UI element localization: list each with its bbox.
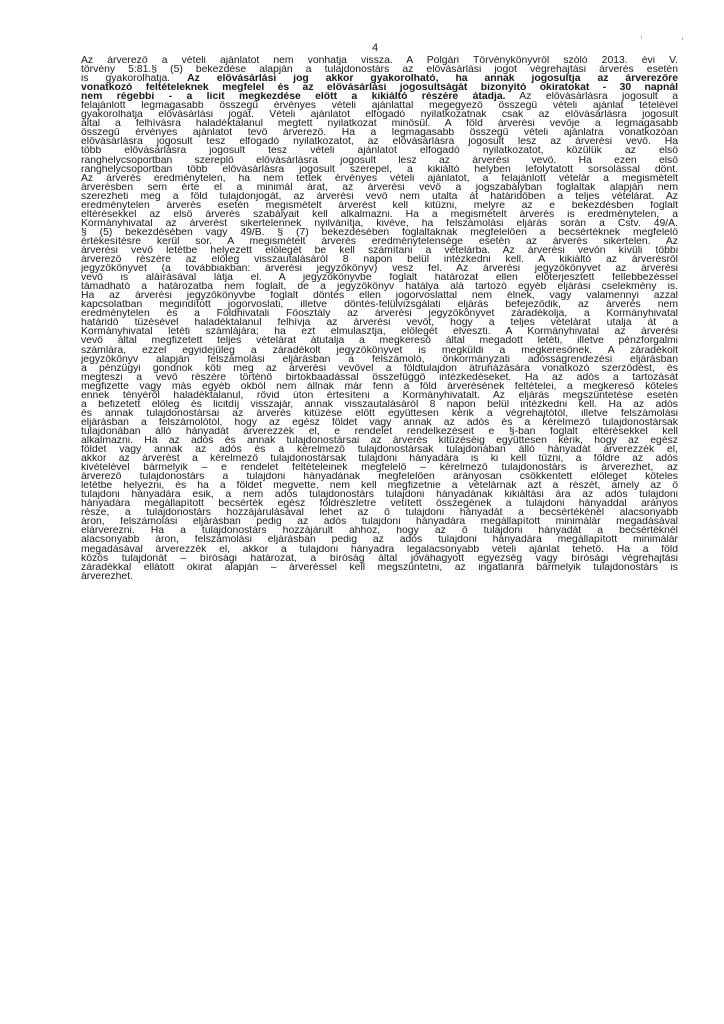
text-segment: felajánlott legmagasabb összegű érvényes vételi ajánlattal megegyező összegű vételi ajánlat tételével bbox=[81, 101, 678, 111]
text-line bbox=[81, 373, 678, 382]
text-line bbox=[81, 165, 678, 174]
text-segment: része, a tulajdonostárs hozzájárulásával lehet az ő tulajdoni hányadát a becsértékénél alacsonyabb bbox=[81, 508, 678, 518]
text-segment: záradékkal ellátott okirat alapján – árveréssel kell megszüntetni, az ingatlanra bármelyik tulajdonostárs is bbox=[81, 562, 678, 572]
text-line bbox=[81, 119, 678, 128]
text-segment: Az elővásárlásra jogosult a bbox=[505, 92, 678, 102]
text-segment: határidő tűzésével haladéktalanul felhívja az árverési vevőt, hogy a teljes vételárat utalja át a bbox=[81, 318, 678, 328]
text-segment: tulajdoni hányadára esik, a nem adós tulajdonostárs tulajdoni hányadának kikiáltási ára az adós tulajdoni bbox=[81, 490, 678, 500]
text-segment: több elővásárlásra jogosult tesz vételi ajánlatot elfogadó nyilatkozatot, közülük az első bbox=[81, 146, 678, 156]
text-segment: alkalmazni. Ha az adós és annak tulajdonostársai az árverés kitűzéséig együttesen kérik, hogy az egész bbox=[81, 435, 678, 446]
text-segment: eredménytelen árverés esetén megismételt árverést kell kitűzni, melyre az e bekezdésben foglalt bbox=[81, 200, 678, 210]
text-segment: és annak tulajdonostársai az árverés kitűzése előtt együttesen kérik a végrehajtótól, illetve felszámolási bbox=[81, 408, 678, 418]
text-segment: árverésben sem érte el a minimál árat, az árverési vevő a jogszabályban foglaltak alapján nem bbox=[81, 182, 678, 192]
text-line bbox=[81, 517, 678, 526]
text-segment: Az árverező a vételi ajánlatot nem vonhatja vissza. A Polgári Törvénykönyvről szóló 2013. évi V. bbox=[81, 56, 678, 66]
text-segment: támadható a határozatba nem foglalt, de a jegyzőkönyv hatálya alá tartozó egyéb eljárási cselekmény is. bbox=[81, 282, 678, 292]
text-segment: értékesítésre kerül sor. A megismételt árverés eredménytelensége esetén az árverés sikertelen. Az bbox=[81, 236, 678, 246]
text-line bbox=[81, 210, 678, 219]
text-segment: árverezhet. bbox=[81, 571, 133, 581]
text-line bbox=[81, 391, 678, 400]
text-line bbox=[81, 74, 678, 83]
text-segment: jegyzőkönyv alapján felszámolási eljárásban a felszámoló, önkormányzati adósságrendezési eljárásban bbox=[81, 354, 678, 364]
text-segment: árverező részére az előleg visszautalásáról 8 napon belül intézkedni kell. A kikiáltó az árverésről bbox=[81, 255, 678, 265]
text-segment: megfizette vagy más egyéb okból nem állnak már fenn a föld árverésének feltételei, a megkereső köteles bbox=[81, 381, 678, 391]
text-line bbox=[81, 183, 678, 192]
text-line bbox=[81, 101, 678, 110]
text-segment: vevő is aláírásával látja el. A jegyzőkönyvbe foglalt határozat ellen előterjesztett fellebbezéssel bbox=[81, 273, 678, 283]
text-line bbox=[81, 110, 678, 119]
text-line bbox=[81, 336, 678, 345]
text-line bbox=[81, 65, 678, 74]
text-segment: Kormányhivatal az árverést sikertelennek nyilvánítja, kivéve, ha felszámolási eljárás során a Cstv. 49/A. bbox=[81, 218, 678, 228]
text-line bbox=[81, 545, 678, 554]
text-line bbox=[81, 137, 678, 146]
text-line bbox=[81, 382, 678, 391]
scan-speck bbox=[641, 36, 642, 39]
text-line bbox=[81, 508, 678, 517]
text-segment: elővásárlásra jogosult tesz elfogadó nyilatkozatot, az elővásárlásra jogosult lesz az árverési vevő. Ha bbox=[81, 137, 678, 147]
text-segment: gyakorolhatja elővásárlási jogát. Vételi ajánlatot elfogadó nyilatkozatnak csak az elővásárlásra jogosult bbox=[81, 110, 678, 120]
text-line bbox=[81, 481, 678, 490]
page-number: 4 bbox=[371, 42, 379, 54]
text-segment: eljárásban a felszámolótól, hogy az egész földet vagy annak az adós és a kérelmező tulajdonostársak bbox=[81, 417, 678, 427]
text-line bbox=[81, 83, 678, 92]
text-segment: kivételével bármelyik – e rendelet feltételeinek megfelelő – kérelmező tulajdonostárs is árverezhet, az bbox=[81, 463, 678, 473]
text-line bbox=[81, 499, 678, 508]
text-line bbox=[81, 436, 678, 445]
text-segment: által a felhívásra haladéktalanul megtett nyilatkozat minősül. A föld árverési vevője a legmagasabb bbox=[81, 119, 678, 129]
text-segment: Az árverés eredménytelen, ha nem tettek érvényes vételi ajánlatot, a felajánlott vételár a megismételt bbox=[81, 173, 678, 183]
text-line bbox=[81, 346, 678, 355]
text-line bbox=[81, 128, 678, 137]
text-segment: árverező tulajdonostárs a tulajdoni hányadának megfelelően arányosan csökkentett előleget köteles bbox=[81, 472, 678, 482]
text-segment: elárverezni. Ha a tulajdonostárs hozzájárult ahhoz, hogy az ő tulajdoni hányadát a becsértéknél bbox=[81, 526, 678, 536]
text-segment: megteszi a vevő részére történő birtokbaadással összefüggő intézkedéseket. Ha az adós a tartozását bbox=[81, 372, 678, 382]
text-line bbox=[81, 327, 678, 336]
text-segment: tulajdonában álló hányadát árverezzék el, e rendelet rendelkezéseit e §-ban foglalt eltérésekkel kell bbox=[81, 426, 678, 436]
text-line bbox=[81, 237, 678, 246]
text-line bbox=[81, 291, 678, 300]
text-segment: számlára, ezzel egyidejűleg a záradékolt jegyzőkönyvet is megküldi a megkeresőnek. A záradékolt bbox=[81, 345, 678, 355]
text-segment: ranghelycsoportban több elővásárlásra jogosult szerepel, a kikiáltó helyben lefolytatott sorsolással dönt. bbox=[81, 164, 678, 174]
text-line bbox=[81, 554, 678, 563]
text-line bbox=[81, 355, 678, 364]
text-line bbox=[81, 156, 678, 165]
text-segment: letétbe helyezni, és ha a földet megvette, nem kell megfizetnie a vételárnak azt a részét, amely az ő bbox=[81, 481, 678, 491]
text-line bbox=[81, 563, 678, 572]
text-segment: Ha az árverési jegyzőkönyvbe foglalt döntés ellen jogorvoslattal nem élnek, vagy valamennyi azzal bbox=[81, 291, 678, 301]
text-segment: eredménytelen és a Földhivatali Főosztály az árverési jegyzőkönyvet záradékolja, a Kormányhivatal bbox=[81, 309, 678, 319]
text-line bbox=[81, 192, 678, 201]
bold-text-segment: nem régebbi - a licit megkezdése előtt a kikiáltó részére átadja. bbox=[81, 92, 506, 102]
text-line bbox=[81, 472, 678, 481]
text-line bbox=[81, 174, 678, 183]
text-line bbox=[81, 490, 678, 499]
document-body bbox=[81, 56, 678, 581]
text-segment: is gyakorolhatja. bbox=[81, 74, 188, 84]
text-segment: akkor az árverést a kérelmező tulajdonostársak tulajdoni hányadára is ki kell tűzni, a földre az adós bbox=[81, 454, 678, 464]
text-line bbox=[81, 364, 678, 373]
text-line bbox=[81, 219, 678, 228]
text-segment: szerezheti meg a föld tulajdonjogát, az árverési vevő nem utalta át határidőben a teljes vételárat. Az bbox=[81, 191, 678, 201]
text-line bbox=[81, 409, 678, 418]
text-line bbox=[81, 146, 678, 155]
text-line bbox=[81, 427, 678, 436]
text-segment: Kormányhivatal letéti számlájára; ha ezt elmulasztja, előlegét elveszti. A Kormányhivatal az árverési bbox=[81, 327, 678, 337]
text-line bbox=[81, 445, 678, 454]
text-line bbox=[81, 535, 678, 544]
text-segment: megadásával árverezzék el, akkor a tulajdoni hányadra legalacsonyabb vételi ajánlat tehető. Ha a föld bbox=[81, 544, 678, 554]
text-segment: a pénzügyi gondnok köti meg az árverési vevővel a földtulajdon átruházására vonatkozó szerződést, és bbox=[81, 363, 678, 373]
bold-text-segment: Az elővásárlási jog akkor gyakorolható, ha annak jogosultja az árverezőre bbox=[187, 74, 678, 84]
text-segment: jegyzőkönyvet (a továbbiakban: árverési jegyzőkönyv) vesz fel. Az árverési jegyzőkönyvet az árverési bbox=[81, 264, 678, 274]
text-line bbox=[81, 400, 678, 409]
text-segment: a befizetett előleg és licitdíj visszajár, annak visszautalásáról 8 napon belül intézkedni kell. Ha az adós bbox=[81, 399, 678, 409]
text-segment: közös tulajdonát – bírósági határozat, a bíróság által jóváhagyott egyezség vagy bírósági végrehajtási bbox=[81, 553, 678, 563]
text-line bbox=[81, 454, 678, 463]
text-segment: ranghelycsoportban szereplő elővásárlásra jogosult lesz az árverési vevő. Ha ezen első bbox=[81, 155, 678, 165]
text-line bbox=[81, 526, 678, 535]
text-line bbox=[81, 418, 678, 427]
text-segment: alacsonyabb áron, felszámolási eljárásban pedig az adós tulajdoni hányadára megállapított minimálár bbox=[81, 535, 678, 545]
text-line bbox=[81, 309, 678, 318]
text-segment: összegű érvényes ajánlatot tevő árverező. Ha a legmagasabb összegű vételi ajánlatra vonatkozóan bbox=[81, 128, 678, 138]
text-line bbox=[81, 282, 678, 291]
text-segment: hányadára megállapított becsérték egész földrészletre vetített összegének a tulajdoni hányaddal arányos bbox=[81, 499, 678, 509]
text-segment: árverési vevő letétbe helyezett előlegét be kell számítani a vételárba. Az árverési vevőn kívüli többi bbox=[81, 245, 678, 256]
text-line bbox=[81, 255, 678, 264]
text-segment: törvény 5:81.§ (5) bekezdése alapján a tulajdonostárs az elővásárlási jogot végrehajtási árverés esetén bbox=[81, 65, 678, 75]
text-line bbox=[81, 273, 678, 282]
text-segment: kapcsolatban megindított jogorvoslati, illetve döntés-felülvizsgálati eljárás befejeződik, az árverés nem bbox=[81, 300, 678, 310]
text-line bbox=[81, 463, 678, 472]
text-line bbox=[81, 572, 678, 581]
text-line bbox=[81, 92, 678, 101]
text-line bbox=[81, 201, 678, 210]
text-line bbox=[81, 228, 678, 237]
text-segment: eltérésekkel az első árverés szabályait kell alkalmazni. Ha a megismételt árverés is eredménytelen, a bbox=[81, 209, 678, 219]
text-line bbox=[81, 318, 678, 327]
bold-text-segment: vonatkozó feltételeknek megfelel és az elővásárlási jogosultságát bizonyító okiratokat - 30 napnál bbox=[81, 83, 678, 93]
text-segment: áron, felszámolási eljárásban pedig az adós tulajdoni hányadára megállapított minimálár megadásával bbox=[81, 517, 678, 527]
text-segment: vevő által megfizetett teljes vételárat átutalja a megkereső által megadott letéti, illetve pénzforgalmi bbox=[81, 336, 678, 346]
text-line bbox=[81, 300, 678, 309]
text-segment: ennek tényéről haladéktalanul, rövid úton értesíteni a Kormányhivatalt. Az eljárás megszüntetése esetén bbox=[81, 390, 678, 400]
text-line bbox=[81, 56, 678, 65]
text-segment: § (5) bekezdésében vagy 49/B. § (7) bekezdésében foglaltaknak megfelelően a becsértéknek megfelelő bbox=[81, 227, 678, 237]
text-segment: földet vagy annak az adós és a kérelmező tulajdonostársak tulajdonában álló hányadát árverezzék el, bbox=[81, 445, 678, 455]
text-line bbox=[81, 264, 678, 273]
scan-speck bbox=[682, 37, 683, 40]
text-line bbox=[81, 246, 678, 255]
